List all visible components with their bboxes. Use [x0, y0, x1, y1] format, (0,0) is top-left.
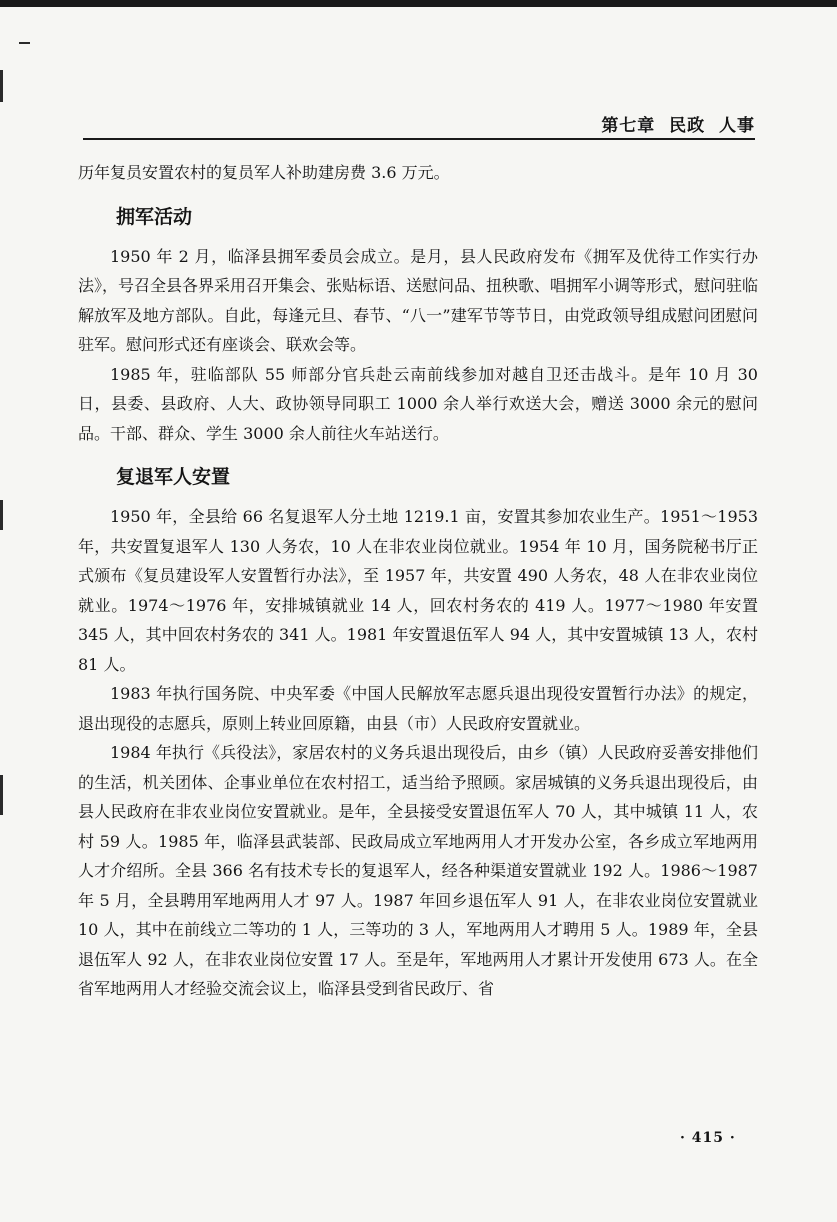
body-paragraph: 1983 年执行国务院、中央军委《中国人民解放军志愿兵退出现役安置暂行办法》的规定，退出现役的志愿兵，原则上转业回原籍，由县（市）人民政府安置就业。 [78, 684, 758, 733]
section-heading: 拥军活动 [116, 205, 193, 228]
body-paragraph: 1984 年执行《兵役法》，家居农村的义务兵退出现役后，由乡（镇）人民政府妥善安排他们的生活，机关团体、企事业单位在农村招工，适当给予照顾。家居城镇的义务兵退出现役后，由县人民政府在非农业岗位安置就业。是年，全县接受安置退伍军人 70 人，其中城镇 11 人，农村 59 人。1985 年，临泽县武装部、民政局成立军地两用人才开发办公室，各乡成立军地两用人才介绍所。全县 366 名有技术专长的复退军人，经各种渠道安置就业 192 人。1986～1987 年 5 月，全县聘用军地两用人才 97 人。1987 年回乡退伍军人 91 人，在非农业岗位安置就业 10 人，其中在前线立二等功的 1 人，三等功的 3 人，军地两用人才聘用 5 人。1989 年，全县退伍军人 92 人，在非农业岗位安置 17 人。至是年，军地两用人才累计开发使用 673 人。在全省军地两用人才经验交流会议上，临泽县受到省民政厅、省 [78, 743, 758, 998]
scan-mark [19, 42, 30, 44]
chapter-header: 第七章 民政 人事 [601, 116, 755, 136]
body-paragraph: 1950 年，全县给 66 名复退军人分土地 1219.1 亩，安置其参加农业生产。1951～1953 年，共安置复退军人 130 人务农，10 人在非农业岗位就业。1954 年 10 月，国务院秘书厅正式颁布《复员建设军人安置暂行办法》，至 1957 年，共安置 490 人务农，48 人在非农业岗位就业。1974～1976 年，安排城镇就业 14 人，回农村务农的 419 人。1977～1980 年安置 345 人，其中回农村务农的 341 人。1981 年安置退伍军人 94 人，其中安置城镇 13 人，农村 81 人。 [78, 507, 758, 674]
body-paragraph: 1985 年，驻临部队 55 师部分官兵赴云南前线参加对越自卫还击战斗。是年 10 月 30 日，县委、县政府、人大、政协领导同职工 1000 余人举行欢送大会，赠送 3000 余元的慰问品。干部、群众、学生 3000 余人前往火车站送行。 [78, 364, 758, 443]
scan-mark [0, 70, 3, 102]
intro-paragraph: 历年复员安置农村的复员军人补助建房费 3.6 万元。 [78, 163, 450, 182]
scan-mark [0, 500, 3, 530]
page-body [78, 158, 758, 1004]
page-number: · 415 · [680, 1130, 736, 1146]
body-paragraph: 1950 年 2 月，临泽县拥军委员会成立。是月，县人民政府发布《拥军及优待工作实行办法》，号召全县各界采用召开集会、张贴标语、送慰问品、扭秧歌、唱拥军小调等形式，慰问驻临解放军及地方部队。自此，每逢元旦、春节、“八一”建军节等节日，由党政领导组成慰问团慰问驻军。慰问形式还有座谈会、联欢会等。 [78, 246, 759, 354]
scan-mark [0, 775, 3, 815]
page-top-edge [0, 0, 837, 7]
section-heading: 复退军人安置 [116, 466, 231, 488]
header-rule [83, 138, 755, 140]
